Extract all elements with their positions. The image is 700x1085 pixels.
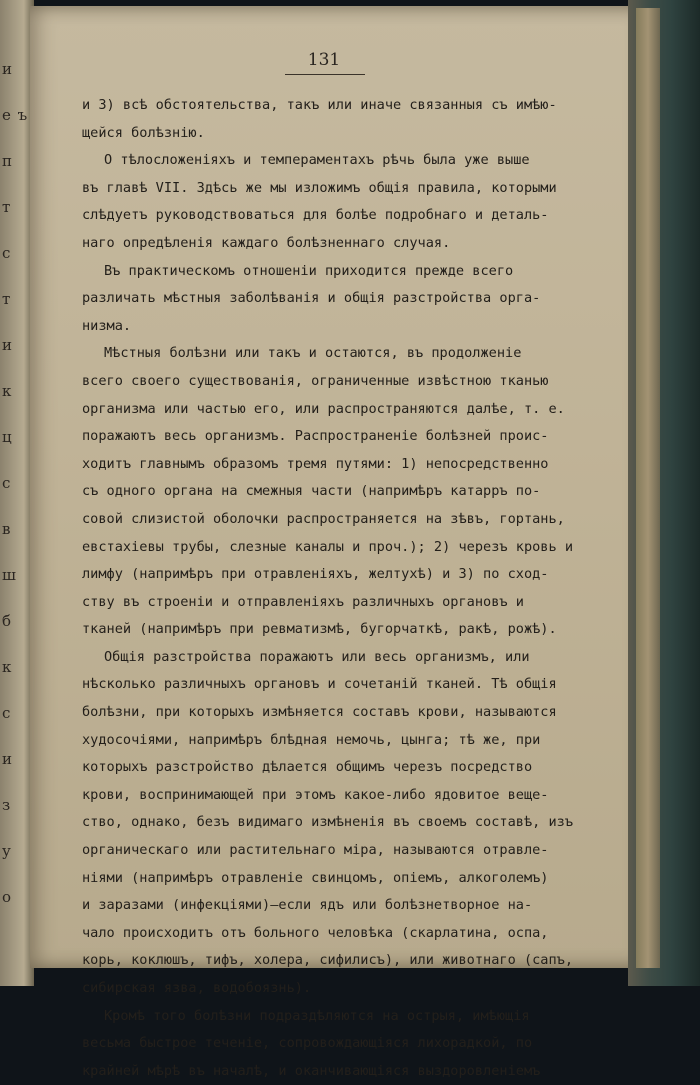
text-line: болѣзни, при которыхъ измѣняется составъ крови, называются xyxy=(82,704,557,721)
text-line: ство, однако, безъ видимаго измѣненія въ своемъ составѣ, изъ xyxy=(82,814,574,831)
left-page-fragment: и xyxy=(2,336,13,354)
text-line: крови, воспринимающей при этомъ какое-либо ядовитое веще- xyxy=(82,786,549,803)
text-line: Мѣстныя болѣзни или такъ и остаются, въ продолженіе xyxy=(104,345,522,362)
text-line: О тѣлосложеніяхъ и темпераментахъ рѣчь была уже выше xyxy=(104,152,530,169)
text-line: Въ практическомъ отношеніи приходится прежде всего xyxy=(104,262,514,279)
book-page xyxy=(30,6,650,1079)
left-page-fragment: с xyxy=(2,244,12,262)
text-line: Общія разстройства поражаютъ или весь организмъ, или xyxy=(104,648,530,665)
text-line: евстахіевы трубы, слезные каналы и проч.); 2) черезъ кровь и xyxy=(82,538,574,555)
left-page-fragment: т xyxy=(2,290,12,308)
left-page-fragment: у xyxy=(2,842,12,860)
text-line: весьма быстрое теченіе, сопровождающіяся лихорадкой, по xyxy=(82,1035,533,1052)
text-line: и заразами (инфекціями)—если ядъ или болѣзнетворное на- xyxy=(82,897,533,914)
left-page-fragment: о xyxy=(2,888,13,906)
text-line: въ главѣ VII. Здѣсь же мы изложимъ общія правила, которыми xyxy=(82,179,557,196)
text-line: которыхъ разстройство дѣлается общимъ черезъ посредство xyxy=(82,759,533,776)
text-line: сибирская язва, водобоязнь). xyxy=(82,980,312,996)
text-line: всего своего существованія, ограниченные извѣстною тканью xyxy=(82,372,549,389)
left-page-fragment: з xyxy=(2,796,12,814)
text-line: тканей (напримѣръ при ревматизмѣ, бугорчаткѣ, ракѣ, рожѣ). xyxy=(82,621,557,638)
text-line: низма. xyxy=(82,317,132,334)
text-line: нѣсколько различныхъ органовъ и сочетаній тканей. Тѣ общія xyxy=(82,676,557,693)
text-line: худосочіями, напримѣръ блѣдная немочь, цынга; тѣ же, при xyxy=(82,731,541,748)
left-page-fragment: ш xyxy=(2,566,17,584)
left-page-fragment: к xyxy=(2,382,13,400)
left-page-fragment: б xyxy=(2,612,13,630)
text-line: лимфу (напримѣръ при отравленіяхъ, желтухѣ) и 3) по сход- xyxy=(82,566,549,583)
text-line: слѣдуетъ руководствоваться для болѣе подробнаго и деталь- xyxy=(82,207,549,224)
left-page-fragment: с xyxy=(2,474,12,492)
page-text xyxy=(82,92,582,1085)
text-line: корь, коклюшъ, тифъ, холера, сифилисъ), или животнаго (сапъ, xyxy=(82,952,574,969)
page-number-rule xyxy=(285,74,365,75)
left-page-fragment: с xyxy=(2,704,12,722)
text-line: поражаютъ весь организмъ. Распространеніе болѣзней проис- xyxy=(82,428,549,445)
text-line: щейся болѣзнію. xyxy=(82,124,205,141)
left-page-fragment: и xyxy=(2,750,13,768)
text-line: Кромѣ того болѣзни подраздѣляются на острыя, имѣющія xyxy=(104,1007,530,1024)
text-line: совой слизистой оболочки распространяется на зѣвъ, гортань, xyxy=(82,510,565,527)
left-page-fragment: ц xyxy=(2,428,13,446)
text-line: ству въ строеніи и отправленіяхъ различныхъ органовъ и xyxy=(82,593,524,610)
text-line: органическаго или растительнаго міра, называются отравле- xyxy=(82,842,549,859)
left-page-edge xyxy=(0,0,34,986)
page-number: 131 xyxy=(307,50,341,70)
text-line: чало происходитъ отъ больного человѣка (скарлатина, оспа, xyxy=(82,924,549,941)
text-line: ніями (напримѣръ отравленіе свинцомъ, опіемъ, алкоголемъ) xyxy=(82,869,549,886)
left-page-fragment: т xyxy=(2,198,12,216)
left-page-fragment: в xyxy=(2,520,12,538)
text-line: наго опредѣленія каждаго болѣзненнаго случая. xyxy=(82,234,451,251)
book-spine-edge xyxy=(636,8,660,968)
text-line: и 3) всѣ обстоятельства, такъ или иначе связанныя съ имѣю- xyxy=(82,97,557,113)
text-line: ходитъ главнымъ образомъ тремя путями: 1) непосредственно xyxy=(82,455,549,472)
text-line: различать мѣстныя заболѣванія и общія разстройства орга- xyxy=(82,290,541,307)
text-line: крайней мѣрѣ въ началѣ, и оканчивающіяся выздоровленіемъ xyxy=(82,1062,541,1079)
text-line: организма или частью его, или распространяются далѣе, т. е. xyxy=(82,400,565,417)
text-line: съ одного органа на смежныя части (напримѣръ катарръ по- xyxy=(82,483,541,500)
left-page-fragment: к xyxy=(2,658,13,676)
left-page-fragment: п xyxy=(2,152,13,170)
left-page-fragment: и xyxy=(2,60,13,78)
left-page-fragment: е ъ xyxy=(2,106,29,124)
